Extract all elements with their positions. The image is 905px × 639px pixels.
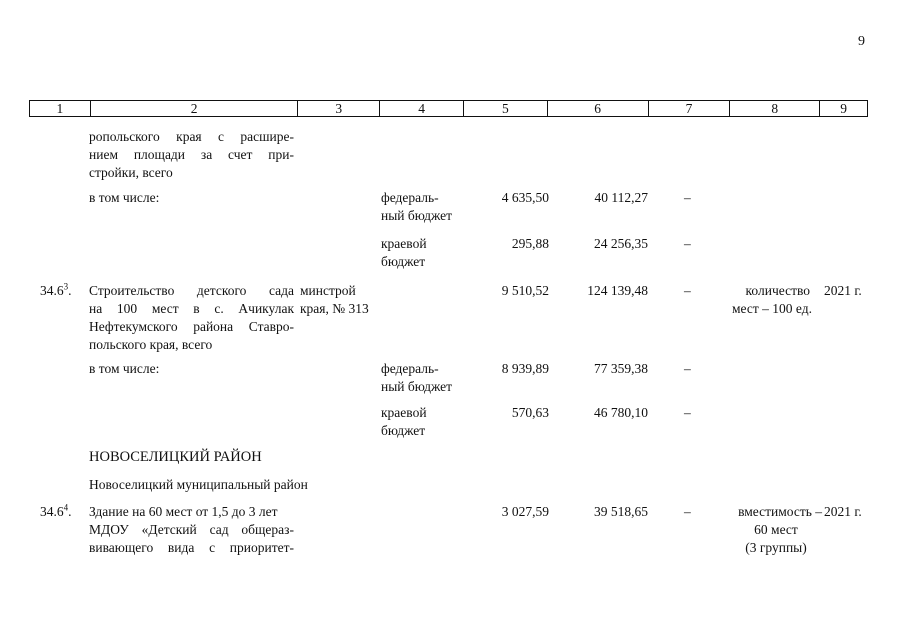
source-line: краевой bbox=[381, 405, 427, 420]
agency-line: края, № 313 bbox=[300, 301, 369, 316]
municipal-title: Новоселицкий муниципальный район bbox=[89, 477, 308, 492]
indicator-line: количество bbox=[745, 283, 810, 298]
header-col-2: 2 bbox=[91, 101, 299, 116]
completion-year: 2021 г. bbox=[824, 504, 862, 519]
amount-col6: 24 256,35 bbox=[594, 236, 648, 251]
desc-line: МДОУ «Детский сад общераз- bbox=[89, 522, 294, 537]
dash-col7: – bbox=[684, 190, 691, 205]
funding-source-regional bbox=[381, 404, 427, 440]
header-col-9: 9 bbox=[840, 101, 847, 116]
desc-line: вивающего вида с приоритет- bbox=[89, 540, 294, 555]
funding-source-federal bbox=[381, 360, 452, 396]
header-col-3: 3 bbox=[298, 101, 380, 116]
desc-line: Строительство детского сада bbox=[89, 283, 294, 298]
header-col-7: 7 bbox=[649, 101, 731, 116]
desc-line: польского края, всего bbox=[89, 337, 213, 352]
row-cont-description bbox=[89, 128, 294, 182]
dash-col7: – bbox=[684, 236, 691, 251]
header-col-1: 1 bbox=[30, 101, 91, 116]
indicator-line: мест – 100 ед. bbox=[732, 301, 812, 316]
dash-col7: – bbox=[684, 283, 691, 298]
source-line: федераль- bbox=[381, 361, 439, 376]
capacity-indicator bbox=[730, 503, 822, 557]
source-line: ный бюджет bbox=[381, 379, 453, 394]
desc-line: стройки, всего bbox=[89, 165, 173, 180]
amount-col6: 77 359,38 bbox=[594, 361, 648, 376]
amount-col5: 570,63 bbox=[511, 405, 549, 420]
responsible-agency bbox=[300, 282, 369, 318]
row-description bbox=[89, 503, 294, 557]
amount-col6: 124 139,48 bbox=[587, 283, 648, 298]
desc-line: ропольского края с расшире- bbox=[89, 129, 294, 144]
amount-col6: 46 780,10 bbox=[594, 405, 648, 420]
amount-col6: 40 112,27 bbox=[594, 190, 648, 205]
amount-col5: 3 027,59 bbox=[501, 504, 549, 519]
indicator-line: вместимость – bbox=[738, 504, 822, 519]
dash-col7: – bbox=[684, 504, 691, 519]
table-header-row bbox=[29, 100, 868, 117]
row-number: 34.6$^3$. bbox=[40, 281, 72, 298]
header-col-5: 5 bbox=[464, 101, 548, 116]
dash-col7: – bbox=[684, 361, 691, 376]
amount-col5: 8 939,89 bbox=[501, 361, 549, 376]
header-col-8: 8 bbox=[730, 101, 820, 116]
desc-line: нием площади за счет при- bbox=[89, 147, 294, 162]
subtotal-label: в том числе: bbox=[89, 361, 160, 376]
amount-col5: 9 510,52 bbox=[501, 283, 549, 298]
capacity-indicator bbox=[732, 282, 822, 318]
amount-col5: 4 635,50 bbox=[501, 190, 549, 205]
completion-year: 2021 г. bbox=[824, 283, 862, 298]
source-line: федераль- bbox=[381, 190, 439, 205]
funding-source-federal bbox=[381, 189, 452, 225]
desc-line: на 100 мест в с. Ачикулак bbox=[89, 301, 294, 316]
header-col-4: 4 bbox=[380, 101, 464, 116]
row-number: 34.6$^4$. bbox=[40, 502, 72, 519]
indicator-line: (3 группы) bbox=[745, 540, 807, 555]
subtotal-label: в том числе: bbox=[89, 190, 160, 205]
source-line: ный бюджет bbox=[381, 208, 453, 223]
agency-line: минстрой bbox=[300, 283, 356, 298]
section-title: НОВОСЕЛИЦКИЙ РАЙОН bbox=[89, 449, 262, 465]
amount-col6: 39 518,65 bbox=[594, 504, 648, 519]
dash-col7: – bbox=[684, 405, 691, 420]
source-line: краевой bbox=[381, 236, 427, 251]
desc-line: Нефтекумского района Ставро- bbox=[89, 319, 294, 334]
row-description bbox=[89, 282, 294, 354]
indicator-line: 60 мест bbox=[754, 522, 798, 537]
header-col-6: 6 bbox=[548, 101, 649, 116]
desc-line: Здание на 60 мест от 1,5 до 3 лет bbox=[89, 504, 278, 519]
amount-col5: 295,88 bbox=[511, 236, 549, 251]
source-line: бюджет bbox=[381, 254, 426, 269]
source-line: бюджет bbox=[381, 423, 426, 438]
funding-source-regional bbox=[381, 235, 427, 271]
page-number: 9 bbox=[858, 34, 865, 49]
